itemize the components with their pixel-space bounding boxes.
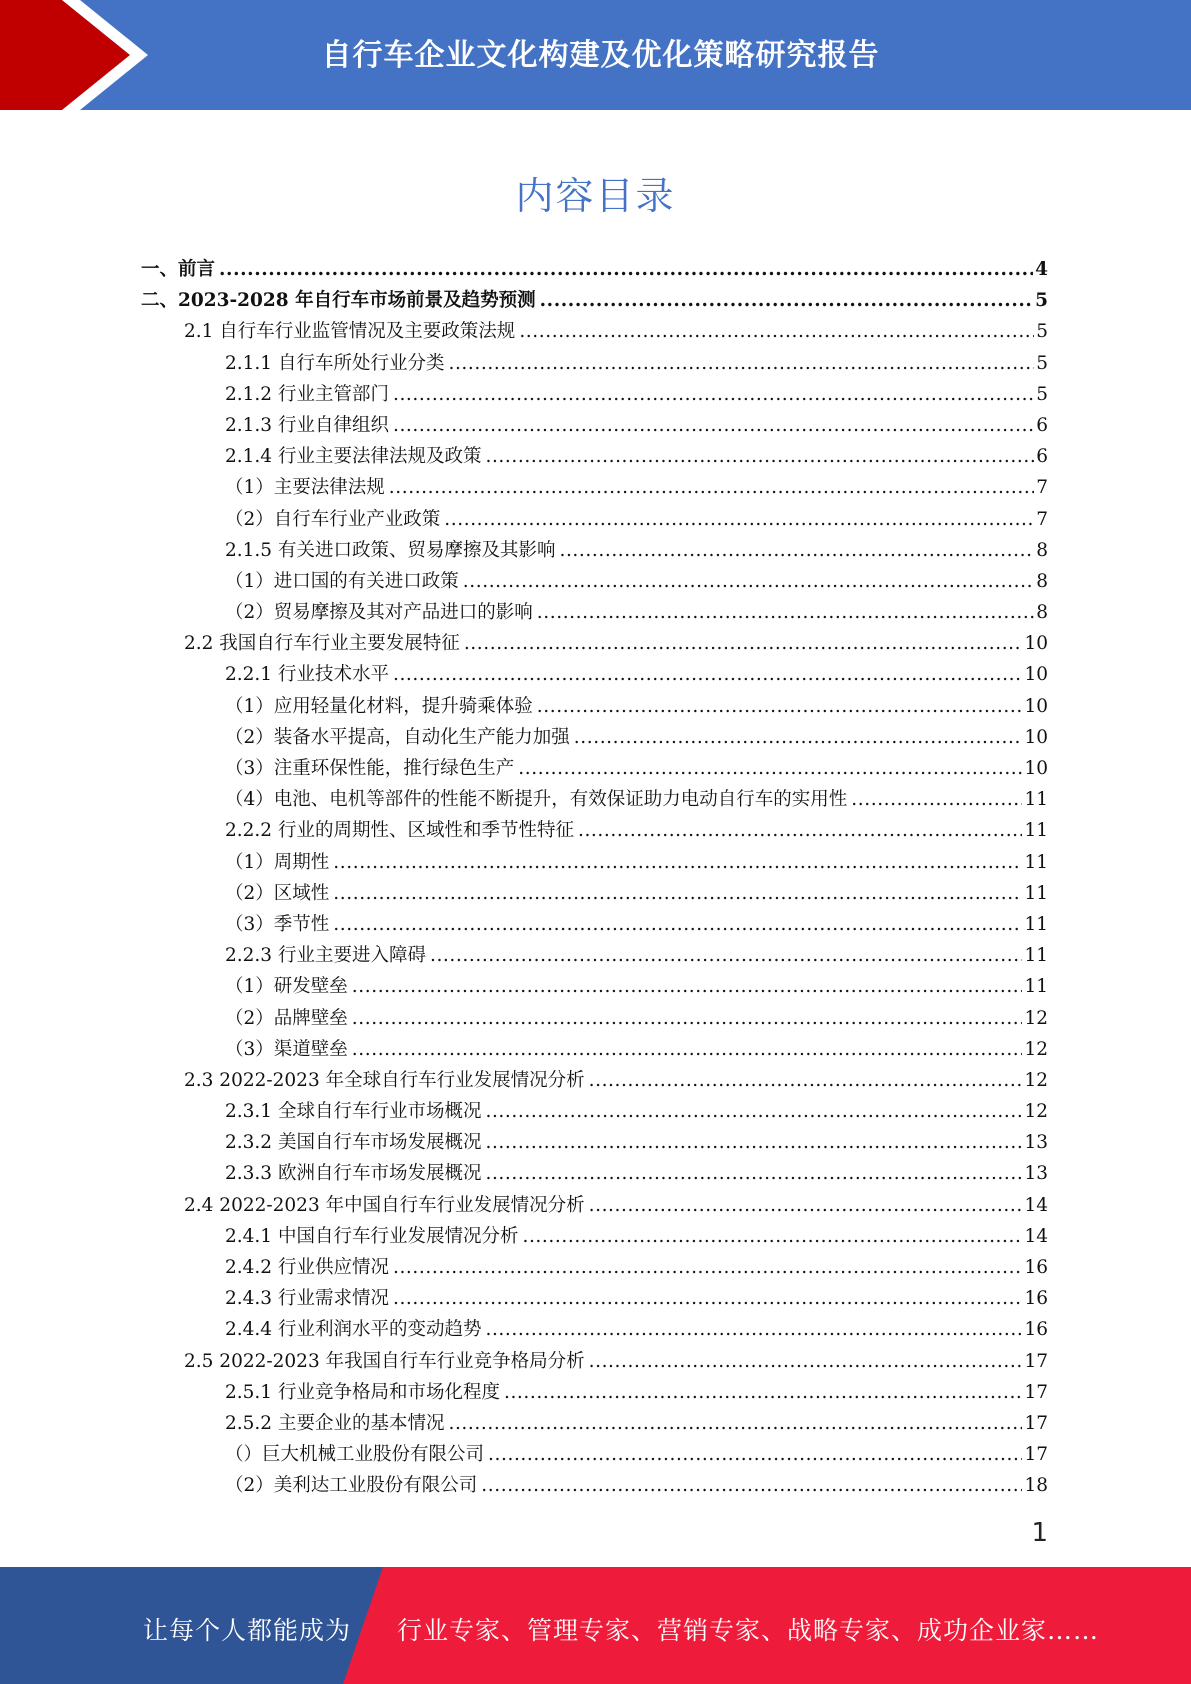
toc-dot-leader: [448, 348, 1034, 379]
toc-entry-page: 8: [1036, 602, 1048, 624]
toc-entry[interactable]: [141, 1034, 1048, 1065]
toc-entry[interactable]: [141, 1190, 1048, 1221]
toc-entry-page: 10: [1024, 695, 1048, 717]
toc-dot-leader: [537, 691, 1023, 722]
toc-entry-page: 11: [1024, 789, 1048, 811]
toc-entry-page: 10: [1024, 726, 1048, 748]
toc-dot-leader: [578, 815, 1022, 846]
toc-dot-leader: [219, 254, 1033, 285]
toc-dot-leader: [589, 1346, 1023, 1377]
toc-entry[interactable]: [141, 1221, 1048, 1252]
toc-dot-leader: [393, 410, 1034, 441]
toc-entry-page: 17: [1024, 1412, 1048, 1434]
toc-entry-page: 6: [1036, 414, 1048, 436]
toc-entry-page: 11: [1024, 976, 1048, 998]
toc-entry[interactable]: [141, 285, 1048, 316]
toc-entry[interactable]: [141, 472, 1048, 503]
toc-entry-title: （3）渠道壁垒: [225, 1038, 348, 1060]
toc-entry[interactable]: [141, 1408, 1048, 1439]
toc-entry[interactable]: [141, 784, 1048, 815]
toc-entry[interactable]: [141, 441, 1048, 472]
toc-entry-title: 2.5 2022-2023 年我国自行车行业竞争格局分析: [184, 1350, 585, 1372]
footer-tagline: 行业专家、管理专家、营销专家、战略专家、成功企业家……: [397, 1616, 1100, 1645]
toc-dot-leader: [333, 847, 1022, 878]
toc-entry-title: 2.3.1 全球自行车行业市场概况: [225, 1101, 482, 1123]
toc-entry[interactable]: [141, 566, 1048, 597]
toc-entry-title: 2.4.1 中国自行车行业发展情况分析: [225, 1225, 519, 1247]
toc-entry-title: 2.4 2022-2023 年中国自行车行业发展情况分析: [184, 1194, 585, 1216]
toc-dot-leader: [559, 535, 1034, 566]
toc-dot-leader: [444, 504, 1034, 535]
toc-entry-page: 12: [1024, 1069, 1048, 1091]
toc-entry[interactable]: [141, 1158, 1048, 1189]
toc-entry-page: 12: [1024, 1101, 1048, 1123]
page-number: 1: [1031, 1518, 1048, 1548]
toc-entry[interactable]: [141, 722, 1048, 753]
toc-entry-page: 18: [1024, 1475, 1048, 1497]
table-of-contents: [141, 254, 1048, 1502]
toc-entry[interactable]: [141, 847, 1048, 878]
toc-entry-title: （1）应用轻量化材料，提升骑乘体验: [225, 695, 533, 717]
toc-entry-page: 12: [1024, 1038, 1048, 1060]
toc-dot-leader: [488, 1439, 1022, 1470]
toc-dot-leader: [352, 1034, 1023, 1065]
toc-entry[interactable]: [141, 1314, 1048, 1345]
toc-entry-page: 5: [1036, 383, 1048, 405]
report-title: 自行车企业文化构建及优化策略研究报告: [321, 38, 880, 73]
toc-entry-title: 2.3.2 美国自行车市场发展概况: [225, 1132, 482, 1154]
toc-entry-title: 2.2 我国自行车行业主要发展特征: [184, 633, 460, 655]
toc-entry-title: 2.3 2022-2023 年全球自行车行业发展情况分析: [184, 1069, 585, 1091]
toc-entry-title: 2.1.4 行业主要法律法规及政策: [225, 446, 482, 468]
toc-entry[interactable]: [141, 1470, 1048, 1501]
toc-entry-title: （2）装备水平提高，自动化生产能力加强: [225, 726, 570, 748]
toc-entry-title: （1）研发壁垒: [225, 976, 348, 998]
toc-entry-title: 一、前言: [141, 259, 216, 280]
toc-entry[interactable]: [141, 1065, 1048, 1096]
toc-entry-title: （1）主要法律法规: [225, 477, 385, 499]
toc-entry[interactable]: [141, 659, 1048, 690]
toc-entry[interactable]: [141, 597, 1048, 628]
toc-entry-page: 13: [1024, 1163, 1048, 1185]
toc-entry[interactable]: [141, 1283, 1048, 1314]
toc-entry-page: 17: [1024, 1350, 1048, 1372]
toc-heading: 内容目录: [515, 174, 676, 218]
toc-entry-page: 13: [1024, 1132, 1048, 1154]
toc-entry-title: 2.5.1 行业竞争格局和市场化程度: [225, 1381, 500, 1403]
toc-entry-title: 2.1.2 行业主管部门: [225, 383, 389, 405]
toc-entry-title: 2.1.3 行业自律组织: [225, 414, 389, 436]
toc-entry[interactable]: [141, 1127, 1048, 1158]
toc-dot-leader: [430, 940, 1022, 971]
toc-dot-leader: [464, 628, 1023, 659]
toc-entry[interactable]: [141, 1377, 1048, 1408]
toc-dot-leader: [519, 316, 1034, 347]
toc-entry-title: 2.3.3 欧洲自行车市场发展概况: [225, 1163, 482, 1185]
toc-entry-page: 7: [1036, 508, 1048, 530]
toc-dot-leader: [485, 1158, 1022, 1189]
toc-dot-leader: [540, 285, 1034, 316]
toc-entry-page: 17: [1024, 1381, 1048, 1403]
toc-entry-page: 11: [1024, 945, 1048, 967]
toc-entry-page: 5: [1036, 352, 1048, 374]
toc-dot-leader: [333, 909, 1022, 940]
toc-entry-page: 7: [1036, 477, 1048, 499]
toc-entry-title: 2.4.2 行业供应情况: [225, 1257, 389, 1278]
toc-entry-title: 2.4.4 行业利润水平的变动趋势: [225, 1319, 482, 1341]
toc-entry[interactable]: [141, 940, 1048, 971]
toc-dot-leader: [333, 878, 1022, 909]
header-banner: [0, 0, 1191, 110]
toc-entry[interactable]: [141, 878, 1048, 909]
toc-dot-leader: [851, 784, 1022, 815]
toc-entry[interactable]: [141, 1252, 1048, 1283]
toc-dot-leader: [485, 1127, 1022, 1158]
toc-entry-title: 2.2.1 行业技术水平: [225, 664, 389, 686]
toc-entry[interactable]: [141, 254, 1048, 285]
toc-dot-leader: [393, 1252, 1022, 1283]
toc-entry[interactable]: [141, 535, 1048, 566]
toc-dot-leader: [393, 1283, 1022, 1314]
toc-entry-title: 2.2.2 行业的周期性、区域性和季节性特征: [225, 820, 574, 842]
toc-entry-title: （1）周期性: [225, 851, 330, 873]
toc-entry-title: 2.2.3 行业主要进入障碍: [225, 945, 426, 967]
toc-dot-leader: [485, 1096, 1022, 1127]
toc-entry-page: 14: [1024, 1225, 1048, 1247]
toc-entry-page: 17: [1024, 1444, 1048, 1466]
toc-entry-page: 11: [1024, 913, 1048, 935]
toc-entry-title: 2.1.5 有关进口政策、贸易摩擦及其影响: [225, 539, 556, 561]
toc-entry-title: 2.5.2 主要企业的基本情况: [225, 1412, 445, 1434]
toc-dot-leader: [448, 1408, 1022, 1439]
toc-entry-title: （2）自行车行业产业政策: [225, 508, 441, 530]
toc-dot-leader: [481, 1470, 1022, 1501]
toc-entry[interactable]: [141, 410, 1048, 441]
toc-entry[interactable]: [141, 316, 1048, 347]
toc-entry[interactable]: [141, 753, 1048, 784]
toc-entry-page: 14: [1024, 1194, 1048, 1216]
toc-entry-page: 6: [1036, 446, 1048, 468]
toc-dot-leader: [485, 1314, 1022, 1345]
toc-dot-leader: [589, 1190, 1023, 1221]
toc-dot-leader: [393, 379, 1034, 410]
toc-entry-title: （3）注重环保性能，推行绿色生产: [225, 758, 515, 779]
toc-dot-leader: [352, 971, 1023, 1002]
toc-dot-leader: [393, 659, 1022, 690]
toc-entry-page: 4: [1035, 259, 1048, 280]
toc-entry-title: （4）电池、电机等部件的性能不断提升，有效保证助力电动自行车的实用性: [225, 789, 848, 811]
toc-entry-title: （2）美利达工业股份有限公司: [225, 1475, 478, 1497]
toc-entry-page: 16: [1024, 1257, 1048, 1278]
toc-entry-page: 8: [1036, 570, 1048, 592]
toc-dot-leader: [537, 597, 1034, 628]
toc-entry[interactable]: [141, 504, 1048, 535]
toc-dot-leader: [574, 722, 1023, 753]
toc-entry-page: 11: [1024, 820, 1048, 842]
toc-entry[interactable]: [141, 1439, 1048, 1470]
toc-entry[interactable]: [141, 909, 1048, 940]
toc-dot-leader: [504, 1377, 1022, 1408]
toc-entry-title: （2）品牌壁垒: [225, 1007, 348, 1029]
toc-entry[interactable]: [141, 1003, 1048, 1034]
toc-entry-title: 2.1.1 自行车所处行业分类: [225, 352, 445, 374]
toc-entry-page: 10: [1024, 758, 1048, 779]
toc-entry-page: 11: [1024, 882, 1048, 904]
toc-entry[interactable]: [141, 815, 1048, 846]
toc-entry[interactable]: [141, 1096, 1048, 1127]
toc-entry-title: （3）季节性: [225, 913, 330, 935]
toc-dot-leader: [389, 472, 1034, 503]
toc-dot-leader: [518, 753, 1022, 784]
toc-entry-page: 8: [1036, 539, 1048, 561]
toc-entry[interactable]: [141, 348, 1048, 379]
toc-entry[interactable]: [141, 691, 1048, 722]
toc-entry-page: 5: [1035, 290, 1048, 312]
toc-entry-page: 12: [1024, 1007, 1048, 1029]
toc-entry[interactable]: [141, 628, 1048, 659]
toc-entry-page: 10: [1024, 633, 1048, 655]
toc-dot-leader: [522, 1221, 1022, 1252]
toc-entry[interactable]: [141, 971, 1048, 1002]
toc-entry-page: 5: [1036, 321, 1048, 343]
toc-dot-leader: [463, 566, 1034, 597]
toc-entry-title: （）巨大机械工业股份有限公司: [225, 1444, 485, 1466]
toc-entry[interactable]: [141, 379, 1048, 410]
toc-entry-title: （2）贸易摩擦及其对产品进口的影响: [225, 602, 533, 624]
toc-entry-page: 16: [1024, 1319, 1048, 1341]
footer-banner: [0, 1567, 1191, 1684]
toc-entry-title: 2.4.3 行业需求情况: [225, 1288, 389, 1310]
toc-entry-page: 16: [1024, 1288, 1048, 1310]
toc-entry[interactable]: [141, 1346, 1048, 1377]
toc-dot-leader: [352, 1003, 1023, 1034]
toc-dot-leader: [485, 441, 1034, 472]
toc-entry-page: 11: [1024, 851, 1048, 873]
toc-entry-page: 10: [1024, 664, 1048, 686]
toc-entry-title: （2）区域性: [225, 882, 330, 904]
toc-entry-title: 2.1 自行车行业监管情况及主要政策法规: [184, 321, 516, 343]
toc-dot-leader: [589, 1065, 1023, 1096]
footer-slogan: 让每个人都能成为: [143, 1616, 352, 1645]
toc-entry-title: 二、2023-2028 年自行车市场前景及趋势预测: [141, 290, 536, 312]
toc-entry-title: （1）进口国的有关进口政策: [225, 570, 459, 592]
